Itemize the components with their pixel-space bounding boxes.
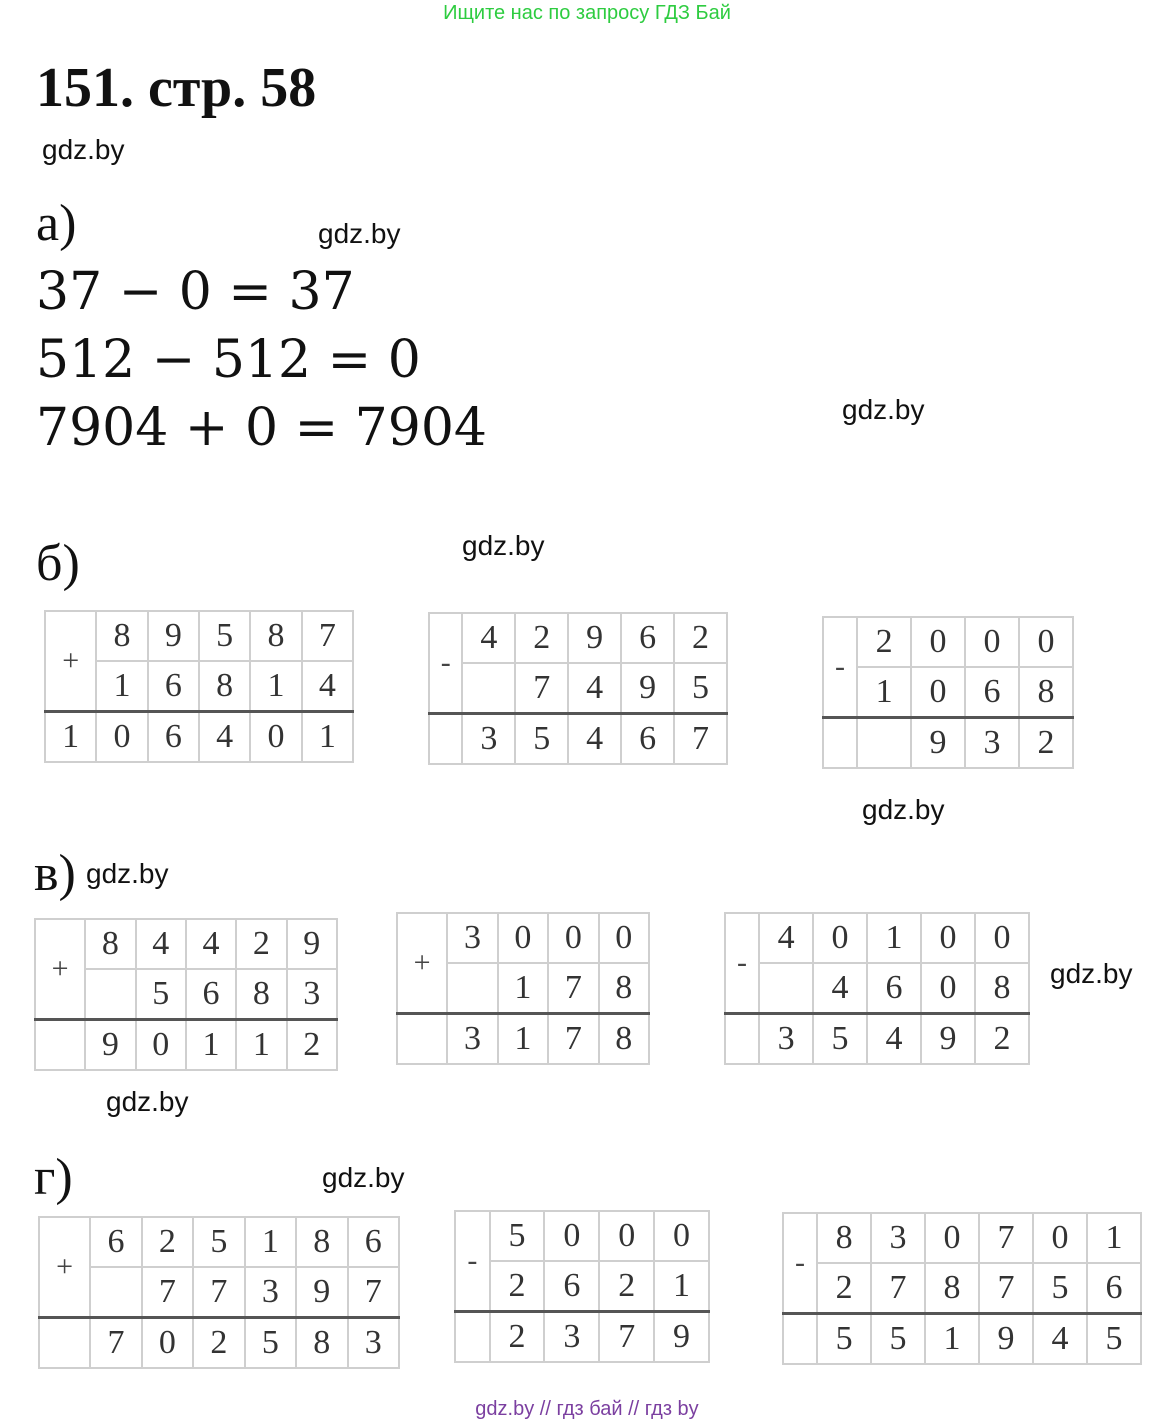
digit-cell: 8 [925,1263,979,1314]
result-digit-cell: 3 [348,1318,400,1369]
digit-cell: 8 [85,919,135,969]
digit-cell: 0 [544,1211,599,1261]
column-calc-g3 [782,1212,1142,1365]
result-digit-cell: 6 [621,714,674,765]
calc-operand-row [783,1263,1141,1314]
result-digit-cell: 7 [548,1014,598,1065]
digit-cell: 5 [193,1217,244,1267]
calc-operand-row [35,919,337,969]
result-digit-cell: 3 [965,718,1019,769]
digit-cell: 3 [245,1267,296,1318]
digit-cell: 5 [490,1211,545,1261]
calc-result-row [45,712,353,763]
digit-cell: 9 [621,663,674,714]
digit-cell: 2 [857,617,911,667]
digit-cell: 4 [568,663,621,714]
operator-sign: - [429,613,462,714]
calc-result-row [35,1020,337,1071]
calc-operand-row [397,913,649,963]
calc-result-row [823,718,1073,769]
digit-cell: 8 [296,1217,347,1267]
digit-cell: 2 [515,613,568,663]
result-digit-cell: 4 [867,1014,921,1065]
result-digit-cell: 9 [921,1014,975,1065]
digit-cell: 7 [871,1263,925,1314]
calc-result-row [429,714,727,765]
digit-cell: 7 [979,1213,1033,1263]
digit-cell [90,1267,141,1318]
result-digit-cell [397,1014,447,1065]
calc-operand-row [429,663,727,714]
result-digit-cell: 9 [911,718,965,769]
digit-cell: 6 [544,1261,599,1312]
result-digit-cell: 3 [447,1014,497,1065]
digit-cell: 8 [96,611,147,661]
column-calc-v3 [724,912,1030,1065]
result-digit-cell: 7 [90,1318,141,1369]
result-digit-cell: 4 [568,714,621,765]
result-digit-cell: 1 [186,1020,236,1071]
digit-cell: 0 [654,1211,709,1261]
digit-cell: 4 [759,913,813,963]
result-digit-cell: 3 [759,1014,813,1065]
digit-cell: 5 [136,969,186,1020]
result-digit-cell [857,718,911,769]
result-digit-cell: 5 [817,1314,871,1365]
watermark: gdz.by [42,134,125,165]
digit-cell: 7 [193,1267,244,1318]
digit-cell: 1 [1087,1213,1141,1263]
watermark: gdz.by [322,1162,405,1193]
digit-cell [759,963,813,1014]
digit-cell: 6 [90,1217,141,1267]
calc-operand-row [455,1211,709,1261]
page-title: 151. стр. 58 [36,57,317,119]
digit-cell: 6 [867,963,921,1014]
result-digit-cell: 2 [193,1318,244,1369]
digit-cell: 9 [287,919,337,969]
watermark: gdz.by [462,530,545,561]
digit-cell: 8 [599,963,649,1014]
calc-operand-row [45,611,353,661]
digit-cell: 3 [871,1213,925,1263]
watermark: gdz.by [842,394,925,425]
digit-cell: 0 [599,913,649,963]
operator-sign: - [823,617,857,718]
calc-result-row [397,1014,649,1065]
calc-result-row [783,1314,1141,1365]
search-hint-link[interactable]: Ищите нас по запросу ГДЗ Бай [443,2,731,24]
digit-cell: 1 [654,1261,709,1312]
result-digit-cell: 2 [975,1014,1029,1065]
result-digit-cell [725,1014,759,1065]
digit-cell: 1 [857,667,911,718]
result-digit-cell: 2 [287,1020,337,1071]
digit-cell: 7 [302,611,353,661]
watermark: gdz.by [318,218,401,249]
digit-cell: 5 [674,663,727,714]
calc-operand-row [725,913,1029,963]
digit-cell: 2 [236,919,286,969]
watermark: gdz.by [106,1086,189,1117]
operator-sign: - [455,1211,490,1312]
digit-cell: 7 [348,1267,400,1318]
result-digit-cell: 0 [142,1318,193,1369]
digit-cell: 8 [250,611,301,661]
equation-1: 37 − 0 = 37 [36,262,355,322]
digit-cell: 2 [599,1261,654,1312]
calc-result-row [455,1312,709,1363]
digit-cell: 4 [302,661,353,712]
digit-cell: 0 [911,667,965,718]
calc-operand-row [823,617,1073,667]
column-calc-v2 [396,912,650,1065]
result-digit-cell: 3 [544,1312,599,1363]
digit-cell: 0 [813,913,867,963]
digit-cell: 0 [911,617,965,667]
section-label-v: в) [34,845,76,902]
digit-cell: 4 [186,919,236,969]
digit-cell: 8 [236,969,286,1020]
digit-cell: 8 [975,963,1029,1014]
result-digit-cell: 2 [490,1312,545,1363]
calc-operand-row [429,613,727,663]
digit-cell: 1 [867,913,921,963]
digit-cell: 2 [674,613,727,663]
digit-cell: 5 [199,611,250,661]
calc-result-row [725,1014,1029,1065]
digit-cell: 8 [817,1213,871,1263]
operator-sign: - [783,1213,817,1314]
digit-cell: 5 [1033,1263,1087,1314]
digit-cell: 6 [348,1217,400,1267]
result-digit-cell: 0 [96,712,147,763]
operator-sign: + [45,611,96,712]
result-digit-cell [35,1020,85,1071]
result-digit-cell: 1 [302,712,353,763]
column-calc-v1 [34,918,338,1071]
result-digit-cell: 5 [871,1314,925,1365]
digit-cell: 9 [148,611,199,661]
result-digit-cell: 6 [148,712,199,763]
digit-cell: 6 [148,661,199,712]
digit-cell: 3 [447,913,497,963]
digit-cell: 1 [498,963,548,1014]
result-digit-cell: 0 [136,1020,186,1071]
result-digit-cell [39,1318,90,1369]
result-digit-cell: 3 [462,714,515,765]
digit-cell: 0 [975,913,1029,963]
result-digit-cell [429,714,462,765]
digit-cell: 2 [142,1217,193,1267]
digit-cell: 6 [965,667,1019,718]
calc-operand-row [725,963,1029,1014]
result-digit-cell: 4 [199,712,250,763]
calc-operand-row [823,667,1073,718]
digit-cell: 6 [186,969,236,1020]
calc-result-row [39,1318,399,1369]
result-digit-cell: 5 [245,1318,296,1369]
result-digit-cell: 4 [1033,1314,1087,1365]
result-digit-cell: 5 [813,1014,867,1065]
digit-cell: 4 [813,963,867,1014]
result-digit-cell: 1 [925,1314,979,1365]
footer-links: gdz.by // гдз бай // гдз by [475,1398,699,1420]
column-calc-b2 [428,612,728,765]
digit-cell: 4 [136,919,186,969]
digit-cell: 4 [462,613,515,663]
calc-operand-row [39,1267,399,1318]
result-digit-cell: 0 [250,712,301,763]
digit-cell: 7 [515,663,568,714]
digit-cell: 7 [979,1263,1033,1314]
result-digit-cell [455,1312,490,1363]
digit-cell: 6 [1087,1263,1141,1314]
equation-2: 512 − 512 = 0 [36,330,421,390]
result-digit-cell: 5 [1087,1314,1141,1365]
result-digit-cell [783,1314,817,1365]
result-digit-cell: 2 [1019,718,1073,769]
operator-sign: + [397,913,447,1014]
equation-3: 7904 + 0 = 7904 [36,398,488,458]
digit-cell: 0 [548,913,598,963]
digit-cell [447,963,497,1014]
result-digit-cell: 9 [979,1314,1033,1365]
digit-cell: 2 [490,1261,545,1312]
digit-cell: 0 [1019,617,1073,667]
digit-cell [462,663,515,714]
digit-cell [85,969,135,1020]
digit-cell: 8 [1019,667,1073,718]
digit-cell: 1 [250,661,301,712]
digit-cell: 7 [548,963,598,1014]
digit-cell: 0 [498,913,548,963]
operator-sign: + [39,1217,90,1318]
section-label-b: б) [36,535,80,592]
operator-sign: + [35,919,85,1020]
digit-cell: 1 [245,1217,296,1267]
result-digit-cell: 1 [45,712,96,763]
digit-cell: 1 [96,661,147,712]
digit-cell: 9 [568,613,621,663]
calc-operand-row [783,1213,1141,1263]
digit-cell: 0 [1033,1213,1087,1263]
calc-operand-row [455,1261,709,1312]
result-digit-cell: 1 [498,1014,548,1065]
digit-cell: 6 [621,613,674,663]
calc-operand-row [39,1217,399,1267]
section-label-g: г) [34,1149,73,1206]
result-digit-cell: 9 [85,1020,135,1071]
result-digit-cell: 1 [236,1020,286,1071]
digit-cell: 3 [287,969,337,1020]
watermark: gdz.by [86,858,169,889]
result-digit-cell: 8 [296,1318,347,1369]
digit-cell: 9 [296,1267,347,1318]
result-digit-cell [823,718,857,769]
digit-cell: 7 [142,1267,193,1318]
result-digit-cell: 9 [654,1312,709,1363]
result-digit-cell: 5 [515,714,568,765]
operator-sign: - [725,913,759,1014]
watermark: gdz.by [1050,958,1133,989]
result-digit-cell: 7 [599,1312,654,1363]
digit-cell: 0 [965,617,1019,667]
digit-cell: 2 [817,1263,871,1314]
watermark: gdz.by [862,794,945,825]
result-digit-cell: 8 [599,1014,649,1065]
digit-cell: 0 [921,913,975,963]
digit-cell: 8 [199,661,250,712]
column-calc-g1 [38,1216,400,1369]
result-digit-cell: 7 [674,714,727,765]
digit-cell: 0 [925,1213,979,1263]
section-label-a: а) [36,195,77,252]
column-calc-b1 [44,610,354,763]
digit-cell: 0 [921,963,975,1014]
digit-cell: 0 [599,1211,654,1261]
column-calc-g2 [454,1210,710,1363]
column-calc-b3 [822,616,1074,769]
